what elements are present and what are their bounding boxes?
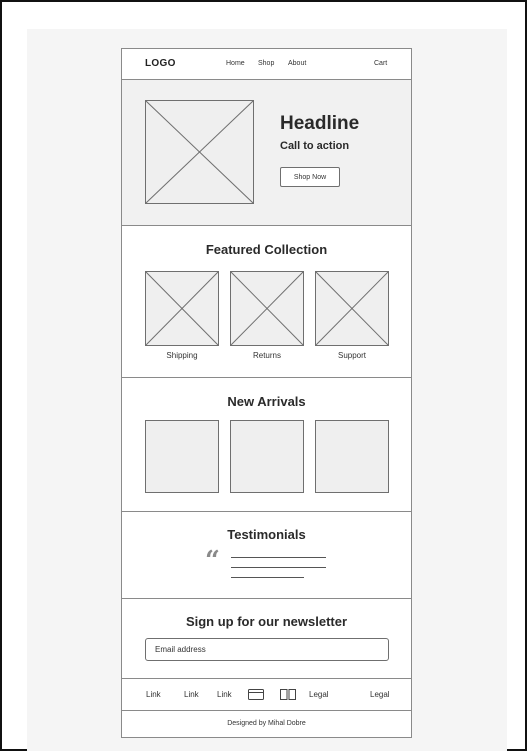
product-card[interactable] xyxy=(145,420,219,493)
testimonial-text-line xyxy=(231,557,326,558)
featured-item-support-image[interactable] xyxy=(315,271,389,346)
nav-link-cart[interactable]: Cart xyxy=(374,60,388,67)
testimonial-text-line xyxy=(231,567,326,568)
product-card[interactable] xyxy=(315,420,389,493)
new-arrivals-section xyxy=(122,378,411,512)
footer-link[interactable]: Link xyxy=(146,690,161,699)
image-placeholder-icon xyxy=(146,272,218,345)
email-field[interactable]: Email address xyxy=(145,638,389,661)
testimonials-section xyxy=(122,512,411,599)
image-placeholder-icon xyxy=(231,272,303,345)
featured-caption-shipping[interactable]: Shipping xyxy=(166,351,198,360)
hero-call-to-action: Call to action xyxy=(280,140,350,152)
hero-section xyxy=(122,80,411,226)
featured-item-returns-image[interactable] xyxy=(230,271,304,346)
newsletter-title: Sign up for our newsletter xyxy=(185,614,348,629)
footer-credit xyxy=(122,711,411,739)
wireframe-page xyxy=(121,48,412,738)
logo[interactable]: LOGO xyxy=(145,58,176,69)
testimonial-text-line xyxy=(231,577,304,578)
quote-icon: “ xyxy=(205,546,220,576)
featured-title: Featured Collection xyxy=(205,242,328,257)
book-icon[interactable] xyxy=(280,687,296,705)
credit-text: Designed by Mihal Dobre xyxy=(227,720,306,727)
featured-item-shipping-image[interactable] xyxy=(145,271,219,346)
card-icon[interactable] xyxy=(248,687,264,705)
featured-collection-section xyxy=(122,226,411,378)
product-card[interactable] xyxy=(230,420,304,493)
footer-links-row xyxy=(122,679,411,711)
new-arrivals-title: New Arrivals xyxy=(227,394,306,409)
nav-link-shop[interactable]: Shop xyxy=(258,60,275,67)
top-navigation xyxy=(122,49,411,80)
testimonials-title: Testimonials xyxy=(227,527,306,542)
footer-legal-link[interactable]: Legal xyxy=(309,690,329,699)
footer-link[interactable]: Link xyxy=(184,690,199,699)
image-placeholder-icon xyxy=(146,101,253,203)
hero-image-placeholder xyxy=(145,100,254,204)
footer-legal-link[interactable]: Legal xyxy=(370,690,390,699)
newsletter-section xyxy=(122,599,411,679)
footer-link[interactable]: Link xyxy=(217,690,232,699)
hero-headline: Headline xyxy=(280,113,360,134)
image-placeholder-icon xyxy=(316,272,388,345)
shop-now-button[interactable]: Shop Now xyxy=(280,167,340,187)
nav-link-about[interactable]: About xyxy=(288,60,307,67)
nav-link-home[interactable]: Home xyxy=(226,60,245,67)
featured-caption-returns[interactable]: Returns xyxy=(252,351,281,360)
featured-caption-support[interactable]: Support xyxy=(337,351,367,360)
